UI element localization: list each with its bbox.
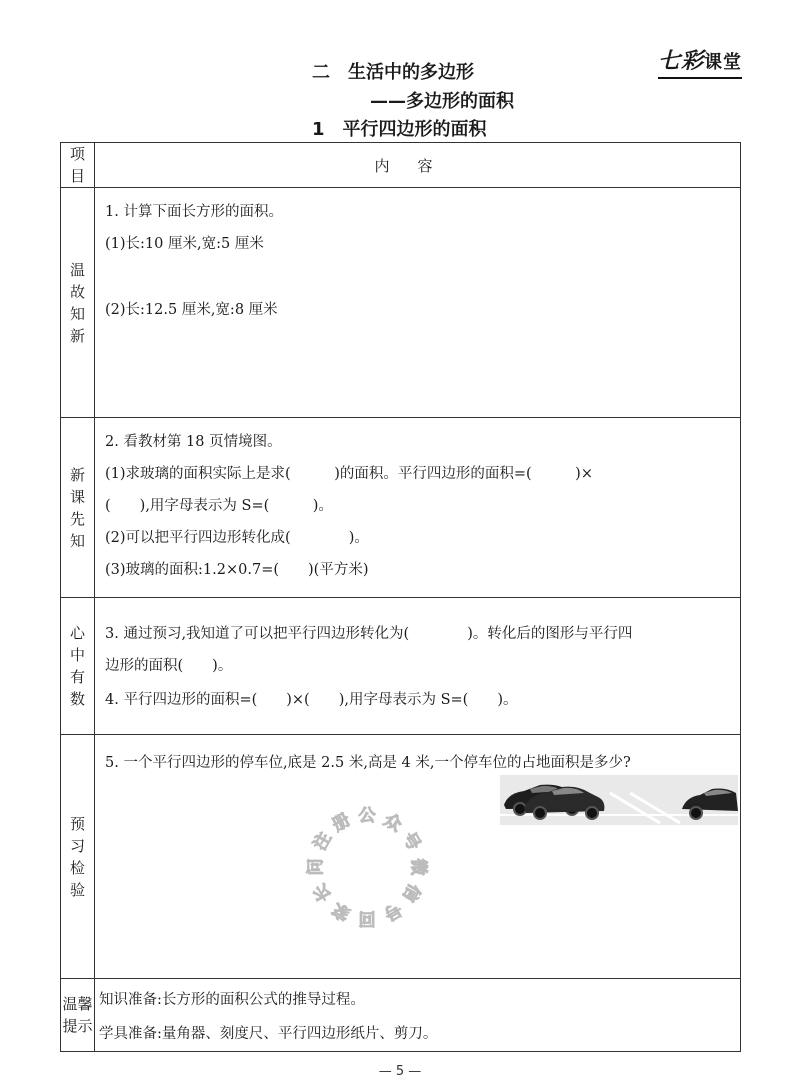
section-content-cell	[95, 188, 741, 418]
question-line: (1)长:10 厘米,宽:5 厘米	[105, 236, 264, 252]
section-row-preview	[61, 418, 741, 598]
question-line: 1. 计算下面长方形的面积。	[105, 204, 283, 220]
section-category-cell	[61, 188, 95, 418]
lesson-title	[312, 115, 487, 141]
header-category-label: 项目	[69, 145, 85, 185]
section-category-label: 温故知新	[69, 260, 85, 345]
tips-category-line1: 温馨	[62, 995, 93, 1013]
section-row-check	[61, 598, 741, 735]
stamp-character: 号	[398, 829, 425, 854]
brand-logo	[658, 44, 742, 79]
header-content-cell	[95, 143, 741, 188]
unit-title-text: 生活中的多边形	[348, 62, 474, 83]
section-category-cell	[61, 735, 95, 979]
header-content-label: 内容	[374, 156, 461, 175]
question-line: 4. 平行四边形的面积=( )×( ),用字母表示为 S=( )。	[105, 692, 518, 708]
section-category-label: 心中有数	[69, 624, 85, 708]
stamp-character: 微	[408, 858, 428, 876]
lesson-number: 1	[312, 119, 325, 140]
section-category-label: 新课先知	[69, 465, 85, 550]
section-category-cell	[61, 598, 95, 735]
stamp-character: 注	[309, 829, 336, 854]
question-line: 边形的面积( )。	[105, 658, 233, 674]
section-category-cell	[61, 418, 95, 598]
stamp-character: 公	[358, 806, 376, 826]
question-line: (1)求玻璃的面积实际上是求( )的面积。平行四边形的面积=( )×	[105, 466, 593, 482]
stamp-character: 回	[358, 908, 376, 928]
stamp-character: 家	[329, 898, 354, 925]
tips-category-line2: 提示	[62, 1017, 93, 1035]
stamp-character: 问	[306, 858, 326, 876]
stamp-character: 众	[380, 809, 405, 836]
parking-cars-illustration	[500, 775, 738, 825]
question-line: 3. 通过预习,我知道了可以把平行四边形转化为( )。转化后的图形与平行四	[105, 626, 633, 642]
stamp-character: 号	[380, 898, 405, 925]
brand-logo-first: 七彩	[657, 49, 704, 74]
section-category-label: 预习检验	[69, 814, 85, 899]
header-category-cell	[61, 143, 95, 188]
section-row-review	[61, 188, 741, 418]
tips-category-cell	[61, 979, 95, 1052]
stamp-character: 册	[329, 809, 354, 836]
question-line: 2. 看教材第 18 页情境图。	[105, 434, 282, 450]
section-content-cell	[95, 418, 741, 598]
stamp-character: 长	[309, 880, 336, 905]
stamp-character: 信	[398, 880, 425, 905]
question-line: ( ),用字母表示为 S=( )。	[105, 498, 333, 514]
lesson-title-text: 平行四边形的面积	[342, 119, 487, 140]
section-content-cell	[95, 598, 741, 735]
brand-logo-second: 课堂	[704, 52, 742, 73]
unit-title	[312, 58, 474, 84]
unit-number: 二	[312, 62, 330, 83]
tips-tools: 学具准备:量角器、刻度尺、平行四边形纸片、剪刀。	[99, 1026, 438, 1042]
watermark-stamp	[300, 800, 435, 935]
tips-knowledge: 知识准备:长方形的面积公式的推导过程。	[99, 992, 365, 1008]
unit-subtitle: ——多边形的面积	[370, 91, 514, 112]
tips-content-cell	[95, 979, 741, 1052]
question-line: (3)玻璃的面积:1.2×0.7=( )(平方米)	[105, 562, 369, 578]
table-header-row	[61, 143, 741, 188]
page-number: — 5 —	[378, 1064, 422, 1079]
question-line: (2)长:12.5 厘米,宽:8 厘米	[105, 302, 278, 318]
question-line: (2)可以把平行四边形转化成( )。	[105, 530, 369, 546]
tips-row	[61, 979, 741, 1052]
question-line: 5. 一个平行四边形的停车位,底是 2.5 米,高是 4 米,一个停车位的占地面积是多少?	[105, 755, 631, 771]
